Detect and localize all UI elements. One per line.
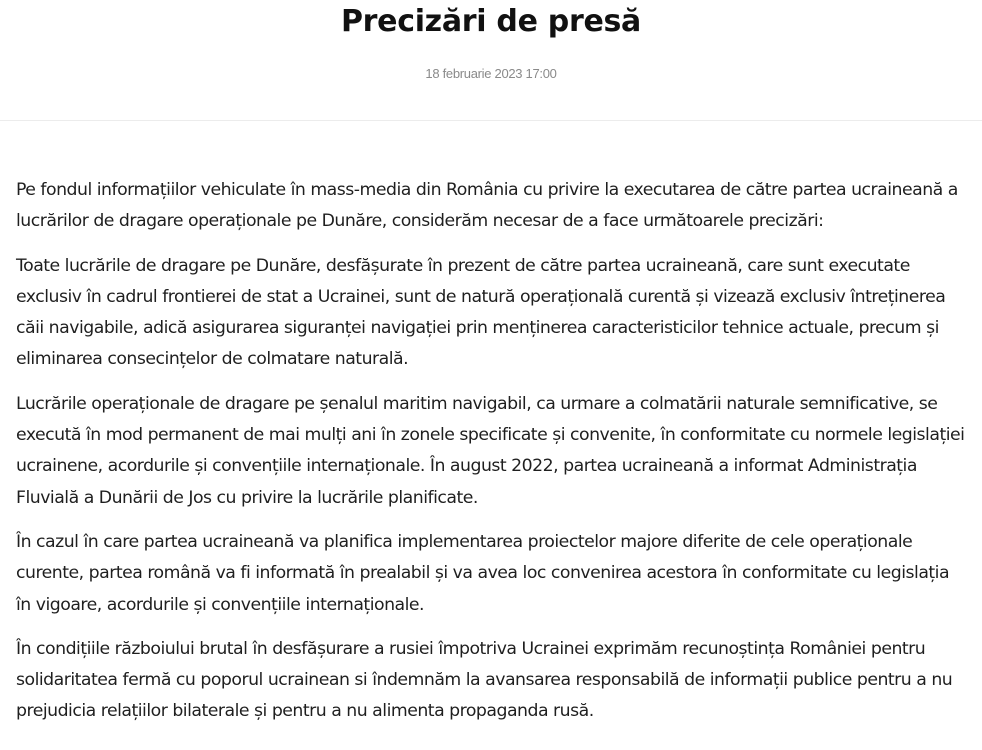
article-body (16, 175, 966, 741)
article-paragraph-2: Toate lucrările de dragare pe Dunăre, desfășurate în prezent de către partea ucraineană, care sunt executate exclusiv în cadrul frontierei de stat a Ucrainei, sunt de natură operațională curentă și vizează exclusiv întreținerea căii navigabile, adică asigurarea siguranței navigației prin menținerea caracteristicilor tehnice actuale, precum și eliminarea consecințelor de colmatare naturală. (16, 255, 946, 370)
page-header (0, 0, 982, 121)
article-paragraph-5: În condițiile războiului brutal în desfășurare a rusiei împotriva Ucrainei exprimăm recunoștința României pentru solidaritatea fermă cu poporul ucrainean si îndemnăm la avansarea responsabilă de informații publice pentru a nu prejudicia relațiilor bilaterale și pentru a nu alimenta propaganda rusă. (16, 638, 953, 722)
article-paragraph-1: Pe fondul informațiilor vehiculate în mass-media din România cu privire la executarea de către partea ucraineană a lucrărilor de dragare operaționale pe Dunăre, considerăm necesar de a face următoarele precizări: (16, 180, 958, 232)
page-title: Precizări de presă (340, 4, 641, 39)
article-paragraph-4: În cazul în care partea ucraineană va planifica implementarea proiectelor majore diferite de cele operaționale curente, partea română va fi informată în prealabil și va avea loc convenirea acestora în conformitate cu legislația în vigoare, acordurile și convențiile internaționale. (16, 531, 950, 615)
article-paragraph-3: Lucrările operaționale de dragare pe șenalul maritim navigabil, ca urmare a colmatării naturale semnificative, se execută în mod permanent de mai mulți ani în zonele specificate și convenite, în conformitate cu normele legislației ucrainene, acordurile și convențiile internaționale. În august 2022, partea ucraineană a informat Administrația Fluvială a Dunării de Jos cu privire la lucrările planificate. (16, 393, 965, 508)
publish-date: 18 februarie 2023 17:00 (425, 66, 557, 81)
